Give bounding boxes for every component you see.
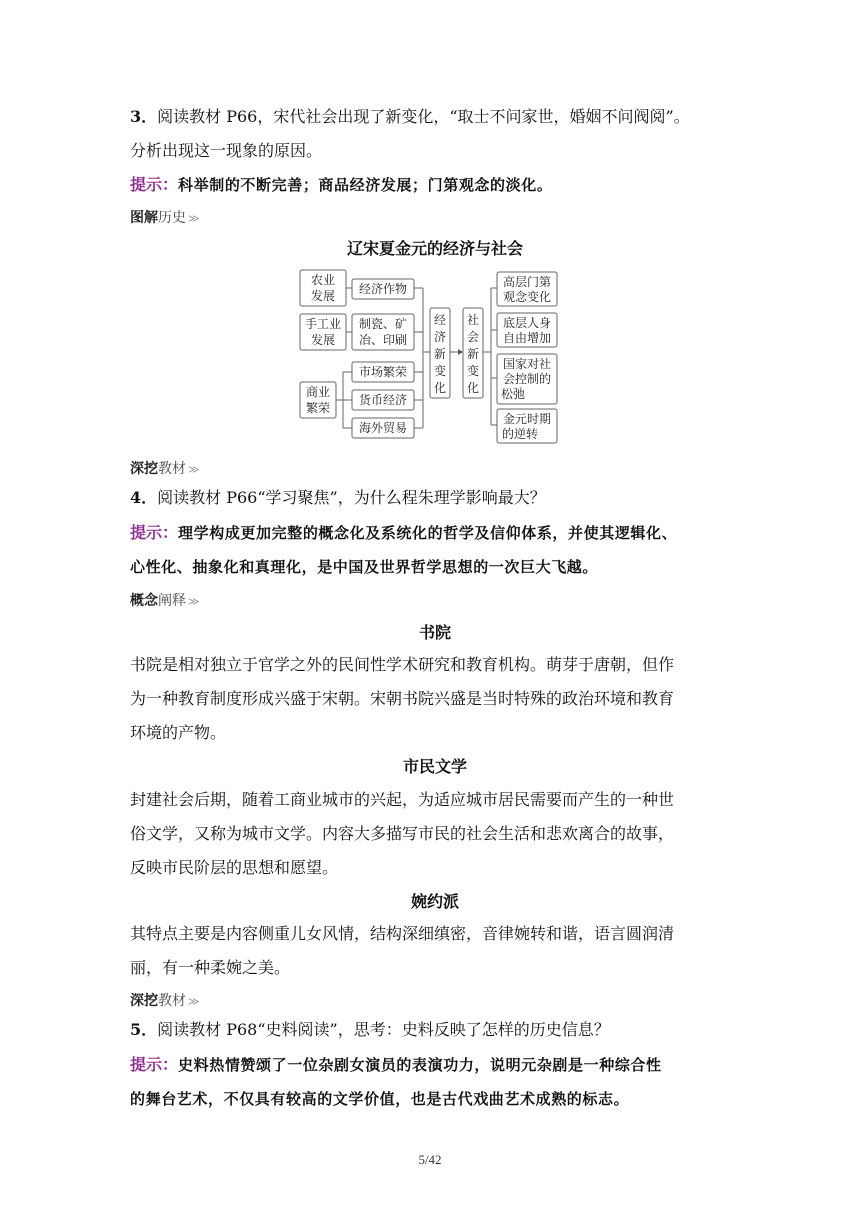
question-4-hint-line-1: 提示：理学构成更加完整的概念化及系统化的哲学及信仰体系，并使其逻辑化、 bbox=[130, 523, 678, 542]
diagram-label-commerce-2: 繁荣 bbox=[305, 401, 331, 415]
diagram-text: 变 bbox=[466, 364, 480, 378]
diagram-text: 济 bbox=[433, 330, 447, 344]
double-chevron-icon: ≫ bbox=[188, 463, 200, 476]
diagram-item-porcelain-1: 制瓷、矿 bbox=[358, 317, 408, 331]
diagram-item-overseas-trade: 海外贸易 bbox=[358, 421, 408, 435]
concept-title-shimin: 市民文学 bbox=[402, 757, 467, 776]
diagram-text: 社 bbox=[466, 313, 480, 327]
question-3-line-1: 3．阅读教材 P66，宋代社会出现了新变化，“取士不问家世，婚姻不问阀阅”。 bbox=[130, 107, 690, 126]
double-chevron-icon: ≫ bbox=[188, 212, 200, 225]
diagram-text: 松弛 bbox=[500, 387, 526, 401]
section-heading-shenwa-2: 深挖教材 ≫ bbox=[130, 993, 200, 1009]
question-5-line-1: 5．阅读教材 P68“史料阅读”，思考：史料反映了怎样的历史信息？ bbox=[130, 1020, 610, 1039]
arrow-right-icon bbox=[458, 349, 463, 355]
diagram-text: 金元时期 bbox=[502, 412, 552, 426]
question-3-hint: 提示：科举制的不断完善；商品经济发展；门第观念的淡化。 bbox=[130, 175, 553, 194]
diagram-label-agriculture-2: 发展 bbox=[310, 289, 336, 303]
question-5-hint-line-1: 提示：史料热情赞颂了一位杂剧女演员的表演功力，说明元杂剧是一种综合性 bbox=[130, 1055, 662, 1074]
diagram-label-agriculture-1: 农业 bbox=[310, 273, 336, 287]
diagram-text: 自由增加 bbox=[502, 331, 552, 345]
diagram-text: 底层人身 bbox=[502, 316, 552, 330]
question-4-line-1: 4．阅读教材 P66“学习聚焦”，为什么程朱理学影响最大？ bbox=[130, 488, 546, 507]
concept-shuyuan-line-3: 环境的产物。 bbox=[130, 723, 227, 742]
concept-wanyue-line-1: 其特点主要是内容侧重儿女风情，结构深细缜密，音律婉转和谐，语言圆润清 bbox=[130, 924, 675, 943]
section-heading-gainian: 概念阐释 ≫ bbox=[130, 593, 200, 609]
diagram-text: 化 bbox=[466, 381, 480, 395]
question-4-hint-line-2: 心性化、抽象化和真理化，是中国及世界哲学思想的一次巨大飞越。 bbox=[130, 558, 599, 576]
concept-shimin-line-3: 反映市民阶层的思想和愿望。 bbox=[130, 858, 339, 877]
diagram-text: 经 bbox=[433, 313, 447, 327]
diagram-item-market: 市场繁荣 bbox=[358, 365, 408, 379]
diagram-title: 辽宋夏金元的经济与社会 bbox=[346, 239, 523, 258]
diagram-text: 的逆转 bbox=[501, 427, 539, 441]
double-chevron-icon: ≫ bbox=[188, 995, 200, 1008]
concept-title-wanyue: 婉约派 bbox=[410, 892, 459, 911]
concept-wanyue-line-2: 丽，有一种柔婉之美。 bbox=[130, 958, 291, 977]
diagram-text: 观念变化 bbox=[502, 290, 552, 304]
diagram-text: 会控制的 bbox=[502, 372, 552, 386]
diagram-text: 高层门第 bbox=[502, 275, 552, 289]
concept-title-shuyuan: 书院 bbox=[418, 623, 451, 642]
section-heading-tujie: 图解历史 ≫ bbox=[130, 210, 200, 226]
concept-shuyuan-line-1: 书院是相对独立于官学之外的民间性学术研究和教育机构。萌芽于唐朝，但作 bbox=[130, 655, 675, 674]
question-3-line-2: 分析出现这一现象的原因。 bbox=[130, 141, 323, 160]
concept-shimin-line-2: 俗文学，又称为城市文学。内容大多描写市民的社会生活和悲欢离合的故事， bbox=[130, 824, 675, 843]
question-5-hint-line-2: 的舞台艺术，不仅具有较高的文学价值，也是古代戏曲艺术成熟的标志。 bbox=[130, 1090, 630, 1108]
diagram-item-currency: 货币经济 bbox=[358, 393, 408, 407]
economy-society-diagram bbox=[295, 268, 595, 446]
diagram-item-cash-crops: 经济作物 bbox=[358, 282, 408, 296]
page-number: 5/42 bbox=[418, 1152, 442, 1167]
diagram-item-porcelain-2: 冶、印刷 bbox=[358, 333, 408, 347]
section-heading-shenwa-1: 深挖教材 ≫ bbox=[130, 461, 200, 477]
diagram-text: 国家对社 bbox=[502, 357, 552, 371]
diagram-label-commerce-1: 商业 bbox=[305, 385, 331, 399]
concept-shimin-line-1: 封建社会后期，随着工商业城市的兴起，为适应城市居民需要而产生的一种世 bbox=[130, 790, 675, 809]
diagram-text: 新 bbox=[466, 347, 480, 361]
double-chevron-icon: ≫ bbox=[188, 595, 200, 608]
diagram-text: 变 bbox=[433, 364, 447, 378]
diagram-text: 新 bbox=[433, 347, 447, 361]
concept-shuyuan-line-2: 为一种教育制度形成兴盛于宋朝。宋朝书院兴盛是当时特殊的政治环境和教育 bbox=[130, 689, 675, 708]
diagram-text: 化 bbox=[433, 381, 447, 395]
diagram-label-handicraft-1: 手工业 bbox=[304, 317, 342, 331]
diagram-text: 会 bbox=[466, 330, 480, 344]
diagram-label-handicraft-2: 发展 bbox=[310, 333, 336, 347]
